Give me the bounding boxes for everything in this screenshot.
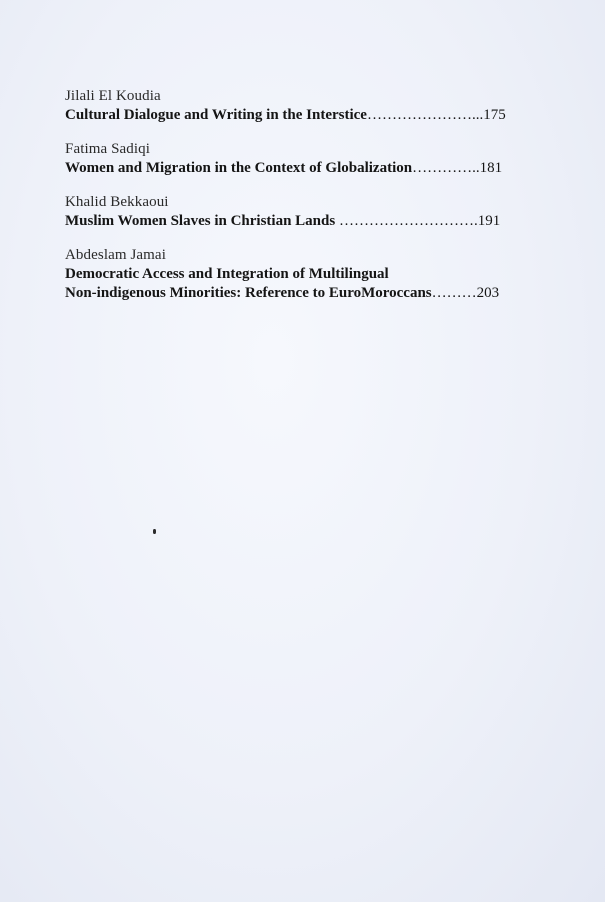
table-of-contents [65, 86, 545, 317]
page-number: 191 [477, 213, 501, 229]
entry-title: Non-indigenous Minorities: Reference to EuroMoroccans [65, 285, 432, 301]
entry-title: Democratic Access and Integration of Multilingual [65, 266, 389, 282]
leader-dots: ………….. [412, 160, 480, 176]
entry-title: Cultural Dialogue and Writing in the Interstice [65, 107, 367, 123]
toc-entry [65, 139, 545, 178]
leader-dots: …………………... [366, 107, 484, 123]
toc-entry [65, 86, 545, 125]
entry-title: Muslim Women Slaves in Christian Lands [65, 213, 336, 229]
page-number: 203 [476, 285, 500, 301]
entry-author: Abdeslam Jamai [65, 247, 166, 263]
page-number: 175 [483, 107, 506, 123]
leader-dots: ……… [431, 285, 477, 301]
entry-author: Khalid Bekkaoui [65, 194, 169, 210]
entry-author: Fatima Sadiqi [65, 141, 151, 157]
leader-dots: ………………………. [335, 213, 478, 229]
entry-title-line [65, 106, 545, 125]
entry-title-line [65, 284, 545, 303]
entry-title-line [65, 159, 545, 178]
entry-title: Women and Migration in the Context of Globalization [65, 160, 413, 176]
toc-entry [65, 192, 545, 231]
entry-title-line [65, 265, 545, 284]
page-number: 181 [479, 160, 503, 176]
toc-entry [65, 245, 545, 303]
ink-speck [153, 529, 156, 534]
entry-author: Jilali El Koudia [65, 88, 161, 104]
entry-title-line [65, 212, 545, 231]
